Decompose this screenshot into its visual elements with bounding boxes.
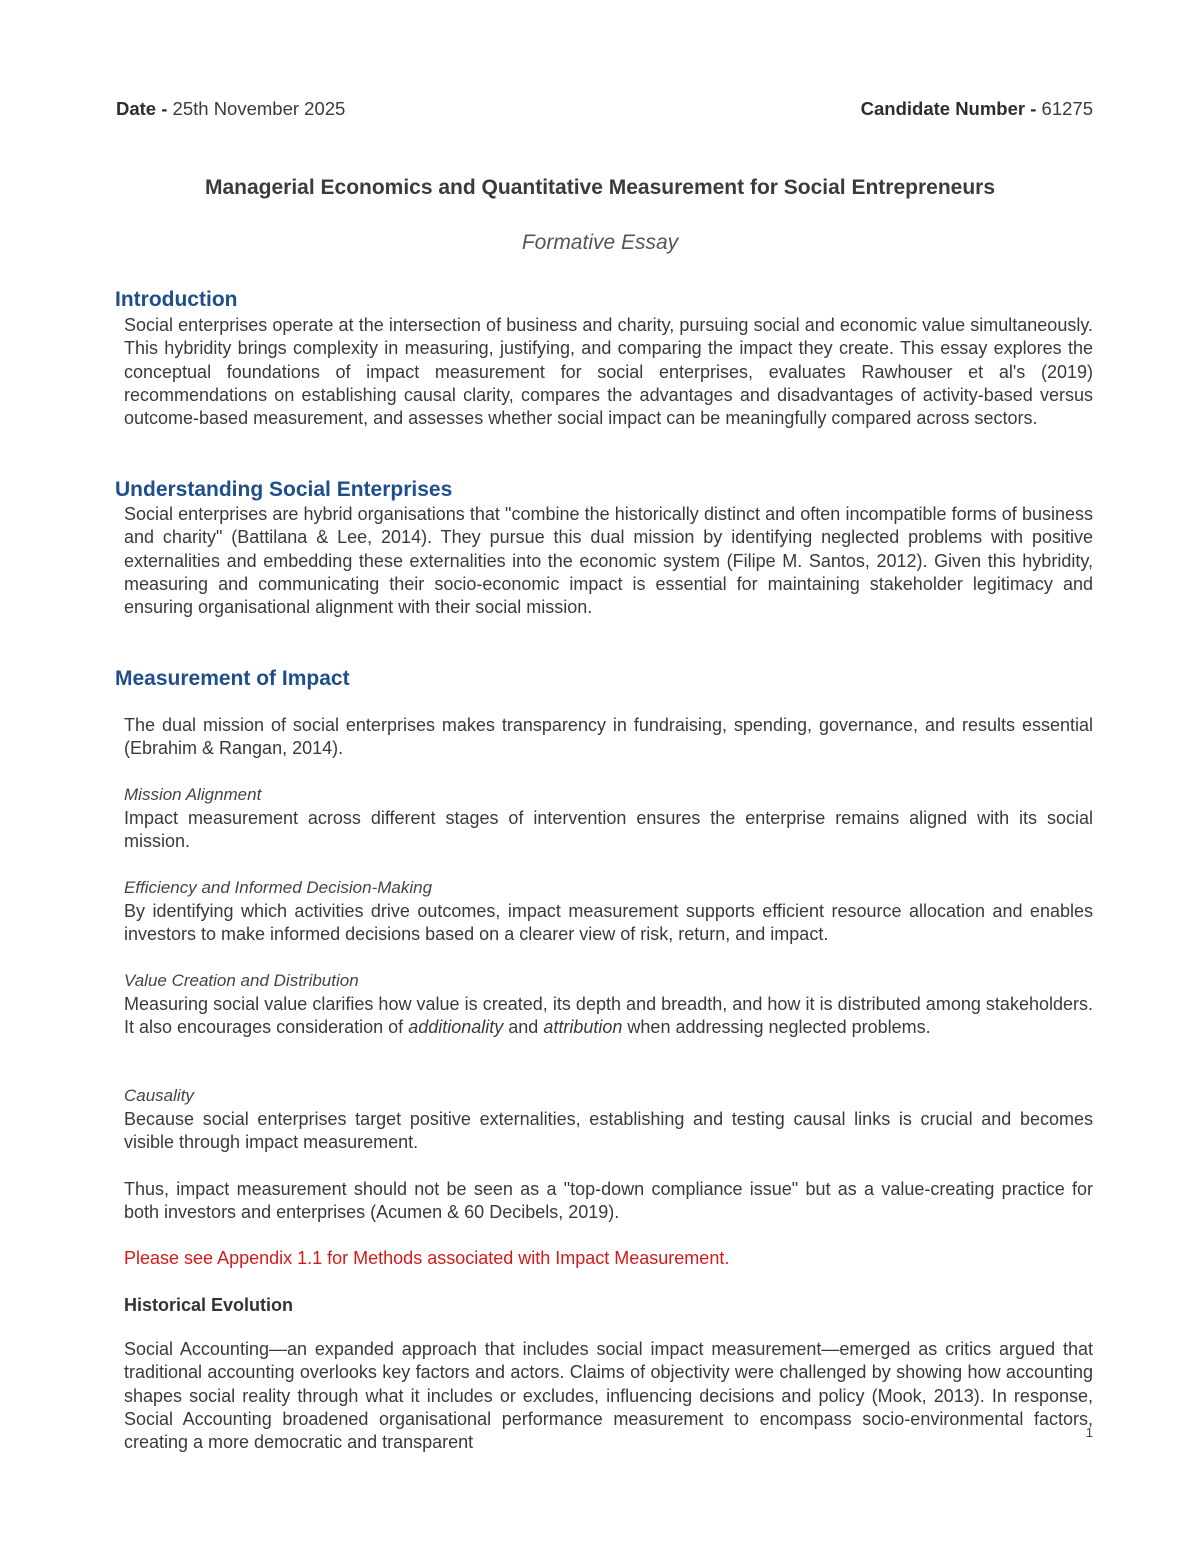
date-label: Date - (116, 98, 168, 119)
understanding-heading: Understanding Social Enterprises (115, 478, 453, 501)
intro-paragraph: Social enterprises operate at the intersection of business and charity, pursuing social and economic value simultaneously. This hybridity brings complexity in measuring, justifying, and comparing the impact they create. This essay explores the conceptual foundations of impact measurement for social enterprises, evaluates Rawhouser et al's (2019) recommendations on establishing causal clarity, compares the advantages and disadvantages of activity-based versus outcome-based measurement, and assesses whether social impact can be meaningfully compared across sectors. (124, 315, 1093, 429)
efficiency-subheading: Efficiency and Informed Decision-Making (124, 878, 433, 897)
intro-heading: Introduction (115, 288, 238, 311)
candidate-label: Candidate Number - (860, 98, 1037, 119)
mission-alignment-paragraph: Impact measurement across different stages of intervention ensures the enterprise remains aligned with its social mission. (124, 808, 1093, 852)
document-subtitle: Formative Essay (521, 231, 679, 254)
value-emphasis-attribution: attribution (543, 1017, 623, 1038)
thus-paragraph: Thus, impact measurement should not be seen as a "top-down compliance issue" but as a value-creating practice for both investors and enterprises (Acumen & 60 Decibels, 2019). (124, 1179, 1093, 1223)
measurement-intro-paragraph: The dual mission of social enterprises makes transparency in fundraising, spending, governance, and results essential (Ebrahim & Rangan, 2014). (124, 715, 1093, 759)
causality-subheading: Causality (124, 1086, 194, 1105)
value-text-1: Measuring social value clarifies how value is created, its depth and breadth, and how it is distributed among stakeholders. It also encourages consideration of (124, 994, 1093, 1038)
historical-evolution-paragraph: Social Accounting—an expanded approach that includes social impact measurement—emerged as critics argued that traditional accounting overlooks key factors and actors. Claims of objectivity were challenged by showing how accounting shapes social reality through what it includes or excludes, influencing decisions and policy (Mook, 2013). In response, Social Accounting broadened organisational performance measurement to encompass socio-environmental factors, creating a more democratic and transparent (124, 1339, 1093, 1453)
date-value: 25th November 2025 (172, 98, 346, 119)
measurement-heading: Measurement of Impact (115, 667, 350, 690)
efficiency-paragraph: By identifying which activities drive outcomes, impact measurement supports efficient resource allocation and enables investors to make informed decisions based on a clearer view of risk, return, and impact. (124, 901, 1093, 945)
appendix-note: Please see Appendix 1.1 for Methods associated with Impact Measurement. (124, 1248, 730, 1268)
candidate-line (861, 96, 1093, 122)
causality-paragraph: Because social enterprises target positive externalities, establishing and testing causal links is crucial and becomes visible through impact measurement. (124, 1109, 1093, 1153)
value-text-2: and (508, 1017, 539, 1038)
value-creation-subheading: Value Creation and Distribution (124, 971, 359, 990)
mission-alignment-subheading: Mission Alignment (124, 785, 262, 804)
document-title: Managerial Economics and Quantitative Measurement for Social Entrepreneurs (204, 176, 996, 199)
date-line (116, 96, 345, 122)
candidate-value: 61275 (1041, 98, 1093, 119)
value-text-3: when addressing neglected problems. (627, 1017, 931, 1038)
understanding-paragraph: Social enterprises are hybrid organisations that "combine the historically distinct and often incompatible forms of business and charity" (Battilana & Lee, 2014). They pursue this dual mission by identifying neglected problems with positive externalities and embedding these externalities into the economic system (Filipe M. Santos, 2012). Given this hybridity, measuring and communicating their socio-economic impact is essential for maintaining stakeholder legitimacy and ensuring organisational alignment with their social mission. (124, 504, 1093, 618)
value-emphasis-additionality: additionality (408, 1017, 504, 1038)
value-creation-paragraph (124, 993, 1093, 1040)
page-number: 1 (1085, 1425, 1093, 1440)
historical-evolution-heading: Historical Evolution (124, 1295, 294, 1315)
